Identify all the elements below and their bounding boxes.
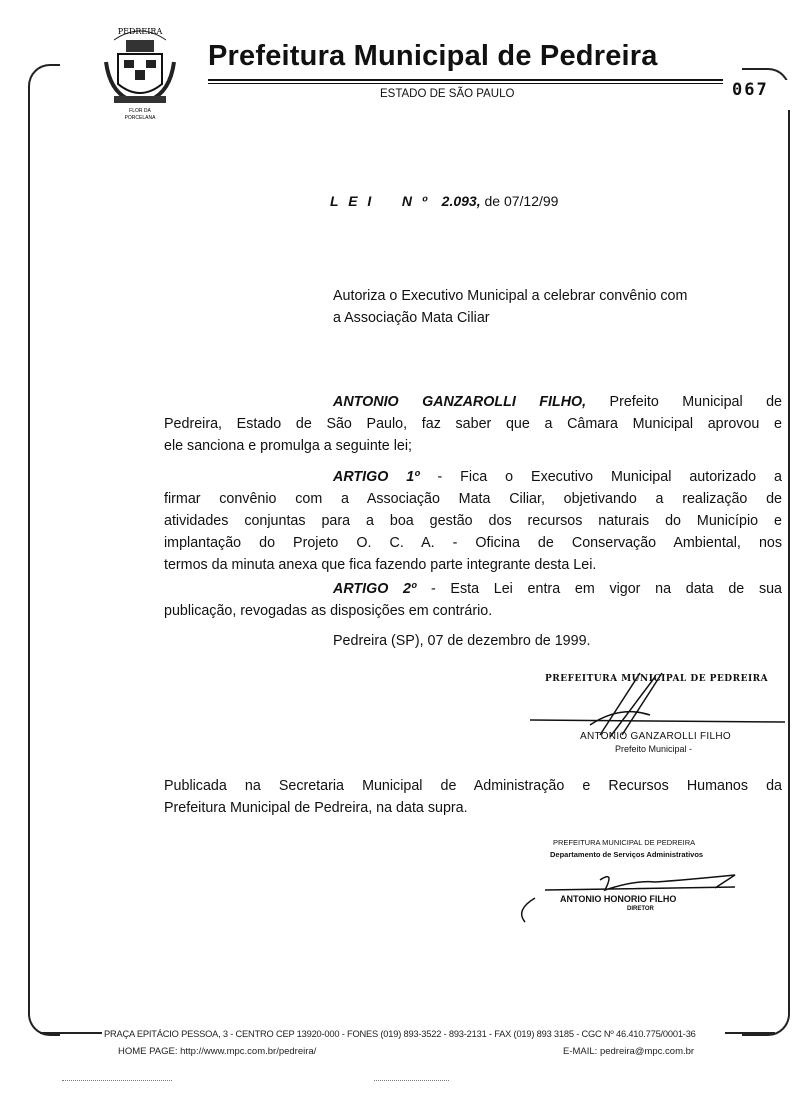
- law-heading: [330, 193, 558, 209]
- mayor-role: Prefeito Municipal -: [615, 744, 693, 754]
- director-department: Departamento de Serviços Administrativos: [550, 850, 704, 859]
- svg-text:PEDREIRA: PEDREIRA: [117, 27, 163, 36]
- summary-line: a Associação Mata Ciliar: [333, 310, 490, 326]
- publication-line: Publicada na Secretaria Municipal de Administração e Recursos Humanos da: [164, 778, 782, 794]
- page-frame-right: [742, 68, 790, 1036]
- article-1-line: termos da minuta anexa que fica fazendo parte integrante desta Lei.: [164, 557, 597, 573]
- scan-artifact: [374, 1080, 449, 1081]
- intro-line: ele sanciona e promulga a seguinte lei;: [164, 438, 412, 454]
- svg-text:PORCELANA: PORCELANA: [124, 115, 156, 121]
- mayor-name: ANTONIO GANZAROLLI FILHO: [580, 731, 731, 742]
- state-subtitle: ESTADO DE SÃO PAULO: [380, 88, 515, 100]
- publication-line: Prefeitura Municipal de Pedreira, na data supra.: [164, 800, 468, 816]
- summary-line: Autoriza o Executivo Municipal a celebrar convênio com: [333, 288, 688, 304]
- article-2-first-line: ARTIGO 2º - Esta Lei entra em vigor na data de sua: [333, 581, 782, 597]
- footer-homepage: HOME PAGE: http://www.mpc.com.br/pedreira/: [118, 1046, 317, 1057]
- footer-email: E-MAIL: pedreira@mpc.com.br: [563, 1046, 695, 1057]
- intro-first-line: ANTONIO GANZAROLLI FILHO, Prefeito Municipal de: [333, 394, 782, 410]
- municipal-crest-logo: [100, 22, 180, 122]
- article-1-first-line: ARTIGO 1º - Fica o Executivo Municipal autorizado a: [333, 469, 783, 485]
- article-1-line: implantação do Projeto O. C. A. - Oficina de Conservação Ambiental, nos: [164, 535, 782, 551]
- law-number: 2.093,: [441, 193, 481, 209]
- law-summary: [333, 285, 687, 329]
- director-stamp: PREFEITURA MUNICIPAL DE PEDREIRA: [553, 838, 696, 847]
- director-role: DIRETOR: [627, 906, 654, 912]
- page-frame-left: [28, 64, 60, 1036]
- scan-artifact: [62, 1080, 172, 1081]
- article-1-line: atividades conjuntas para a boa gestão dos recursos naturais do Município e: [164, 513, 782, 529]
- director-name: ANTONIO HONORIO FILHO: [560, 894, 677, 904]
- article-2-line: publicação, revogadas as disposições em contrário.: [164, 603, 493, 619]
- page-number: 067: [732, 80, 769, 100]
- article-1-line: firmar convênio com a Associação Mata Ciliar, objetivando a realização de: [164, 491, 782, 507]
- mayor-stamp: PREFEITURA MUNICIPAL DE PEDREIRA: [545, 674, 769, 684]
- law-date: de 07/12/99: [484, 193, 559, 209]
- law-prefix: L E I N º: [330, 193, 430, 209]
- title-rule: [208, 79, 723, 84]
- intro-line: Pedreira, Estado de São Paulo, faz saber que a Câmara Municipal aprovou e: [164, 416, 782, 432]
- svg-text:FLOR DA: FLOR DA: [129, 108, 151, 114]
- page-title: Prefeitura Municipal de Pedreira: [208, 40, 658, 72]
- footer-address: PRAÇA EPITÁCIO PESSOA, 3 - CENTRO CEP 13920-000 - FONES (019) 893-3522 - 893-2131 - FAX (019) 893 3185 - CGC Nº 46.410.775/0001-36: [104, 1029, 696, 1039]
- place-date: Pedreira (SP), 07 de dezembro de 1999.: [333, 633, 591, 649]
